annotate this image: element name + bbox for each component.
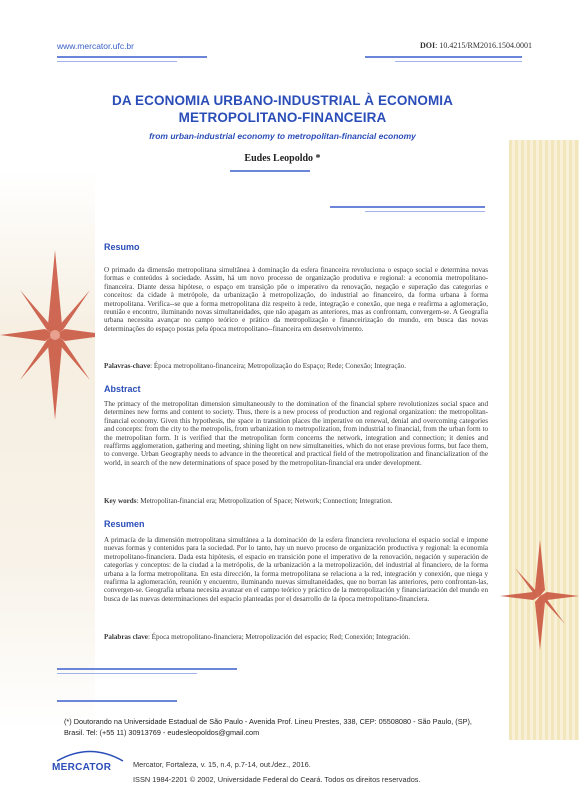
mercator-logo: MERCATOR (52, 762, 112, 773)
header-rule-left (57, 56, 207, 58)
resumen-keywords (104, 633, 488, 641)
compass-rose-right-icon (500, 540, 579, 650)
resumen-heading: Resumen (104, 519, 145, 529)
resumo-text: O primado da dimensão metropolitana simultânea à dominação da esfera financeira revoluciona o espaço social e determina novas formas e conteúdos à sociedade. Assim, há um novo processo de organização produtiva e regional: a economia metropolitano-financeira. Diante dessa hipótese, o espaço em transição põe o imperativo da renovação, negação e superação das categorias e conceitos: da cidade à metrópole, da urbanização à metropolização, do industrial ao financeiro, da forma urbana à forma metropolitana. Verifica--se que a forma metropolitana diz respeito à rede, integração e conexão, que nega e reafirma a aglomeração, reunião e encontro, iluminando novas simultaneidades, que não apagam as anteriores, mas as confrontam, convergem-se. A Geografia urbana necessita avançar no campo teórico e prático da metropolização e financeirização do mundo, em busca das novas determinações do espaço postas pela época metropolitano--financeira em desenvolvimento. (104, 266, 488, 333)
mercator-logo-arc-icon (55, 748, 125, 762)
resumen-keywords-value: : Época metropolitano-financiera; Metropolización del espacio; Red; Conexión; Integración. (147, 633, 411, 641)
publication-citation: Mercator, Fortaleza, v. 15, n.4, p.7-14, out./dez., 2016. (133, 760, 311, 769)
resumo-keywords-label: Palavras-chave (104, 362, 151, 370)
abstract-heading: Abstract (104, 384, 141, 394)
abstract-keywords-value: : Metropolitan-financial era; Metropolization of Space; Network; Connection; Integration. (136, 497, 393, 505)
abstract-text: The primacy of the metropolitan dimension simultaneously to the domination of the financial sphere revolutionizes social space and determines new forms and content to society. Thus, there is a new process of production and regional organization: the metropolitan-financial economy. Given this hypothesis, the space in transition places the imperative on renewal, denial and overcoming categories and concepts: from the city to the metropolis, from urbanization to metropolization, from industrial to financial, from the urban form to the metropolitan form. It is verified that the metropolitan form concerns the network, integration and connection; it denies and reaffirms agglomeration, gathering and meeting, shining light on new simultaneities, which do not erase previous forms, but face them, to converge. Urban Geography needs to advance in the theoretical and practical field of the metropolization and financialization of the world, in search of the new determinations of space posed by the metropolitan-financial era under development. (104, 400, 488, 467)
publication-issn: ISSN 1984-2201 © 2002, Universidade Federal do Ceará. Todos os direitos reservados. (133, 775, 421, 784)
author-rule-left (230, 170, 310, 172)
site-link[interactable]: www.mercator.ufc.br (57, 41, 134, 51)
footnote-rule (57, 700, 177, 702)
right-decorative-stripes (509, 140, 579, 740)
title-line-1: DA ECONOMIA URBANO-INDUSTRIAL À ECONOMIA (112, 93, 453, 108)
doi-value: : 10.4215/RM2016.1504.0001 (435, 41, 532, 50)
section-rule-right-thin (365, 211, 485, 212)
resumo-keywords-value: : Época metropolitano-financeira; Metropolização do Espaço; Rede; Conexão; Integração. (150, 362, 406, 370)
title-line-2: METROPOLITANO-FINANCEIRA (178, 110, 387, 125)
doi-label: DOI (419, 41, 436, 50)
resumen-keywords-label: Palabras clave (104, 633, 148, 641)
abstract-keywords-label: Key words (104, 497, 137, 505)
bottom-rule-left (57, 668, 237, 670)
compass-rose-left-icon (0, 245, 110, 425)
resumo-heading: Resumo (104, 242, 140, 252)
doi (420, 41, 532, 50)
resumo-keywords (104, 362, 488, 370)
section-rule-right (330, 206, 485, 208)
header-rule-right (365, 56, 522, 58)
footnote-line-2: Brasil. Tel: (+55 11) 30913769 - eudesleopoldos@gmail.com (64, 728, 260, 737)
header-rule-right-thin (395, 61, 522, 62)
article-subtitle: from urban-industrial economy to metropolitan-financial economy (149, 131, 416, 141)
author-footnote (64, 716, 534, 738)
bottom-rule-left-thin (57, 673, 197, 674)
article-title (60, 92, 505, 126)
abstract-keywords (104, 497, 488, 505)
header-rule-left-thin (57, 61, 177, 62)
author-name: Eudes Leopoldo * (244, 153, 321, 164)
footnote-line-1: (*) Doutorando na Universidade Estadual de São Paulo - Avenida Prof. Lineu Prestes, 338, CEP: 05508080 - São Paulo, (SP), (64, 717, 472, 726)
resumen-text: A primacía de la dimensión metropolitana simultánea a la dominación de la esfera financiera revoluciona el espacio social e impone nuevas formas y contenidos para la sociedad. Por lo tanto, hay un nuevo proceso de organización productiva y regional: la economía metropolitano-financiera. Dada esta hipótesis, el espacio en transición pone el imperativo de la renovación, negación y superación de categorías y conceptos: de la ciudad a la metrópolis, de la urbanización a la metropolización, del industrial al financiero, de la forma urbana a la forma metropolitana. En esta dirección, la forma metropolitana se relaciona a la red, integración y conexión, que niega y reafirma la aglomeración, reunión y encuentro, iluminando nuevas simultaneidades, que no borran las anteriores, pero confrontan-las, convergen-se. Geografía urbana necesita avanzar en el campo teórico y práctico de la metropolización y financiarización del mundo en busca de las nuevas determinaciones del espacio planteadas por el desarrollo de la época metropolitano-financiera. (104, 536, 488, 603)
